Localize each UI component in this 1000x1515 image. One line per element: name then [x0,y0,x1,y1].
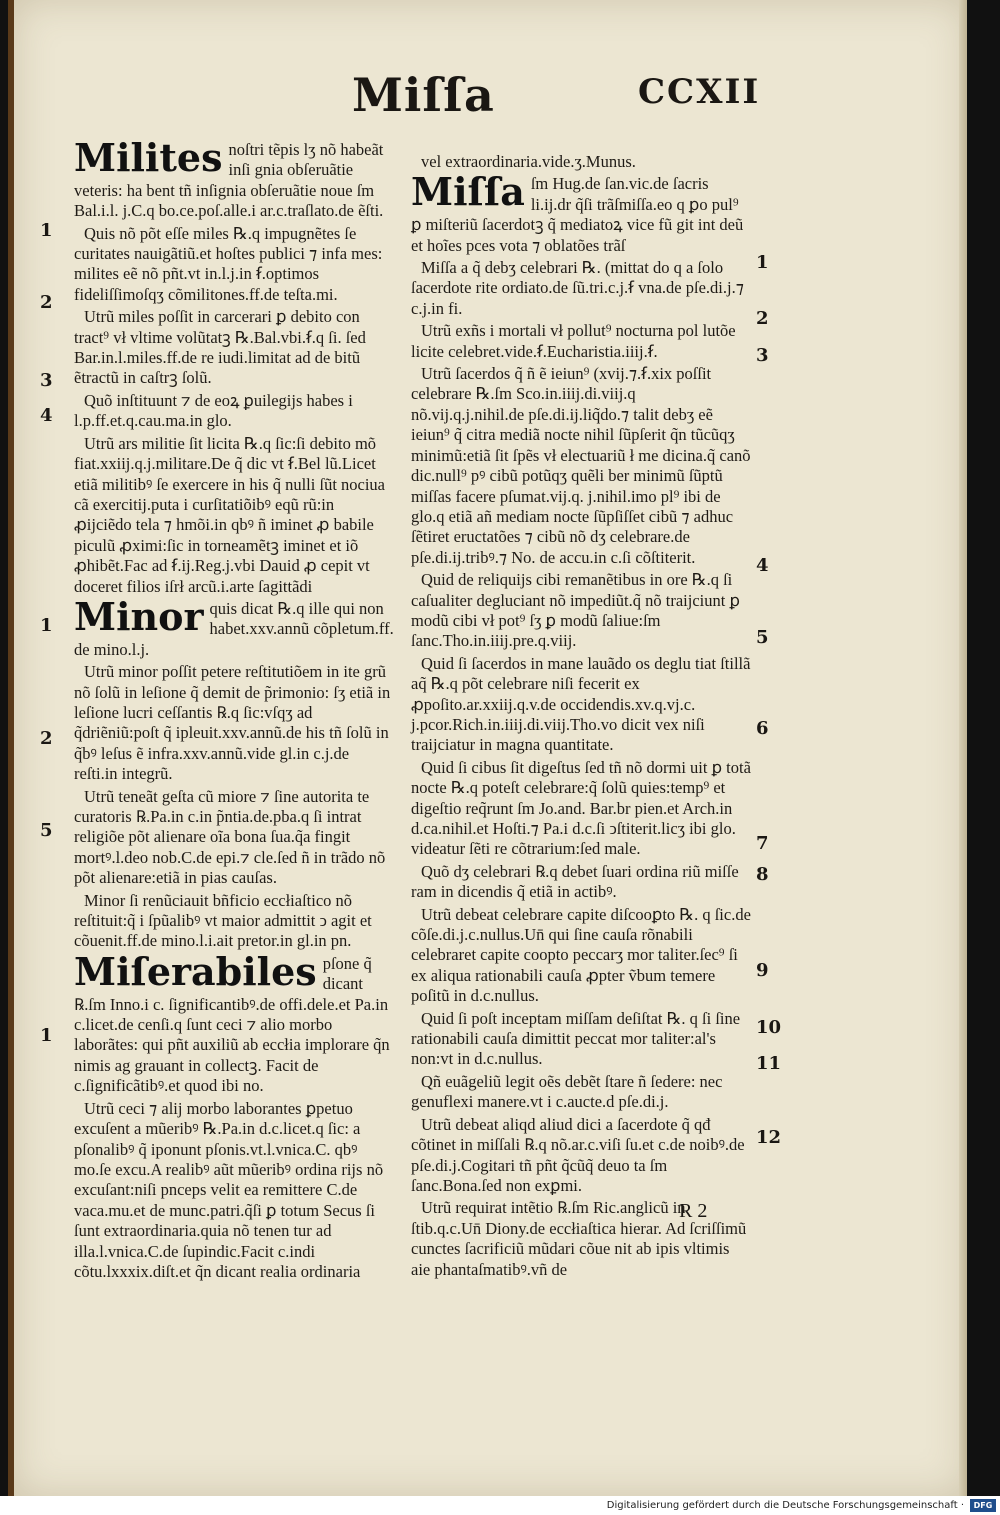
book-page [8,0,967,1496]
left-margin-number: 2 [40,292,53,313]
headword: Minor [74,593,204,639]
footer-credit: Digitalisierung gefördert durch die Deutsche Forschungsgemeinschaft · [606,1500,964,1511]
paragraph-text: Quõ inſtituunt ⁊ de eoꝝ ꝑuilegijs habes i l.p.ff.et.q.cau.ma.in glo. [74,390,353,431]
paragraph-text: pſone q̃ dicant ℞.ſm Inno.i c. ſignificantibꝰ.de offi.dele.et Pa.in c.licet.de cenſi.q ſunt ceci ⁊ alio morbo laborãtes: qui pñt auxiliũ ab eccłia implorare q̃n nimis ag grauant in collectꝫ. Facit de c.ſignificãtibꝰ.et quod ibi no. [74,953,390,1096]
paragraph-text: Utrũ exñs i mortali vł pollut⁹ nocturna pol lutõe licite celebret.vide.ẜ.Eucharistia.iiij.ẜ. [411,321,736,361]
text-entry [411,905,751,1007]
text-entry [74,391,394,432]
paragraph-text: Quõ dʒ celebrari ℞.q debet ſuari ordina riũ miſſe ram in dicendis q̃ etiã in actibꝰ. [411,861,739,902]
text-entry [74,224,394,306]
text-entry [74,434,394,597]
right-margin-number: 5 [756,627,769,648]
paragraph-text: Utrũ minor poſſit petere reſtitutiõem in ite grũ nõ ſolũ in leſione q̃ demit de p̃rimonio: ſʒ etiã in leſione lucri ceſſantis ℞.q ſic:vſqʒ ad q̃driẽniũ:poſt q̃ ipleuit.xxv.annũ.de his tñ ſolũ in q̃bꝰ leſus ẽ infra.xxv.annũ.vide gl.in c.j.de reſti.in integrũ. [74,662,391,784]
right-margin-number: 4 [756,555,769,576]
text-entry [74,948,394,1097]
right-margin-number: 9 [756,960,769,981]
text-entry [411,758,751,860]
text-entry [411,169,751,256]
text-entry [411,364,751,568]
text-entry [411,654,751,756]
footer-bar [0,1496,1000,1515]
dfg-logo: DFG [970,1499,996,1512]
headword: Milites [74,135,223,180]
paragraph-text: vel extraordinaria.vide.ʒ.Munus. [421,152,636,171]
paragraph-text: Quid ſi ſacerdos in mane lauãdo os deglu tiat ſtillã aq̃ ℞.q põt celebrare niſi fecerit ex ꝓpoſito.ar.xxiij.q.v.de occidendis.xv.q.vj.c. j.pcor.Rich.in.iiij.di.viij.Tho.vo dicit vex niſi traijciatur in magna quantitate. [411,653,751,755]
right-margin-number: 10 [756,1017,782,1038]
paragraph-text: Utrũ teneãt geſta cũ miore ⁊ ſine autorita te curatoris ℞.Pa.in c.in p̃ntia.de.pba.q ſi intrat religiõe põt alienare oĩa bona ſua.q̃a fingit mortꝰ.l.deo nob.C.de epi.⁊ cle.ſed ñ in trãdo nõ põt alienare:etiã in pias cauſas. [74,786,386,888]
left-margin-number: 2 [40,728,53,749]
text-entry [411,1009,751,1070]
paragraph-text: Utrũ ceci ⁊ alij morbo laborantes ꝑpetuo excuſent a mũeribꝰ ℞.Pa.in d.c.licet.q ſic: a pſonalibꝰ q̃ iponunt pſonis.vt.l.vnica.C. qbꝰ mo.ſe excu.A realibꝰ aũt mũeribꝰ ordina rijs nõ excuſant:niſi pnceps velit ea remittere C.de vaca.mu.et de munc.patri.q̃ſi ꝑ totum Secus ſi ſunt extraordinaria.quia nõ tenen tur ad illa.l.vnica.C.de ſupindic.Facit c.indi cõtu.lxxxix.diſt.et q̃n dicant realia ordinaria [74,1098,384,1281]
paragraph-text: Quid de reliquijs cibi remanẽtibus in ore ℞.q ſi caſualiter degluciant nõ impediũt.q̃ nõ traijciunt ꝑ modũ cibi vł pot⁹ ſʒ ꝑ modũ ſaliue:ſm ſanc.Tho.in.iiij.pre.q.viij. [411,570,740,651]
text-entry [74,891,394,952]
text-entry [411,862,751,903]
paragraph-text: quis dicat ℞.q ille qui non habet.xxv.annũ cõpletum.ff. de mino.l.j. [74,598,394,659]
catchword: R 2 [679,1200,708,1222]
paragraph-text: Quid ſi poſt inceptam miſſam deſiſtat ℞. q ſi ſine rationabili cauſa dimittit peccat mor taliter:al's non:vt in d.c.nullus. [411,1008,741,1069]
text-entry [411,152,751,172]
text-entry [411,570,751,652]
paragraph-text: Utrũ debeat celebrare capite diſcooꝑto ℞. q ſic.de cõſe.di.j.c.nullus.Un̄ qui ſine cauſa rõnabili celebraret capite coopto peccarʒ mor taliter.ſec⁹ ſi ex aliqua rationabili cauſa ꝓpter ṽbum temere poſitũ in d.c.nullus. [411,904,751,1006]
paragraph-text: noſtri tẽpis lʒ nõ habeãt inſi gnia obſeruãtie veteris: ha bent tñ inſignia obſeruãtie noue ſm Bal.i.l. j.C.q bo.ce.poſ.alle.i ar.c.traſlato.de ẽſti. [74,140,384,221]
right-margin-number: 11 [756,1053,782,1074]
left-margin-number: 5 [40,820,53,841]
paragraph-text: Quis nõ põt eſſe miles ℞.q impugnẽtes ſe curitates nauigãtiũ.et hoſtes publici ⁊ infa mes: milites eẽ nõ pñt.vt in.l.j.in ẜ.optimos fideliſſimoſqʒ cõmilitones.ff.de teſta.mi. [74,223,383,304]
paragraph-text: Utrũ miles poſſit in carcerari ꝑ debito con tract⁹ vł vltime volũtatꝫ ℞.Bal.vbi.ẜ.q ſi. ſed Bar.in.l.miles.ff.de re iudi.limitat ad de bitũ ẽtractũ in caſtrꝫ ſolũ. [74,307,366,388]
text-entry [74,135,394,222]
left-margin-number: 1 [40,615,53,636]
right-margin-number: 3 [756,345,769,366]
left-column [74,135,394,1284]
left-margin-number: 1 [40,220,53,241]
text-entry [74,307,394,389]
folio-number: CCXII [638,72,761,112]
running-head-title: Miſſa [352,68,495,122]
text-entry [74,1099,394,1283]
left-margin-number: 1 [40,1025,53,1046]
right-margin-number: 12 [756,1127,782,1148]
text-entry [74,593,394,660]
left-margin-number: 3 [40,370,53,391]
right-column [411,152,751,1282]
right-margin-number: 7 [756,833,769,854]
text-entry [74,662,394,784]
paragraph-text: Utrũ debeat aliqd aliud dici a ſacerdote q̃ qđ cõtinet in miſſali ℞.q nõ.ar.c.viſi ſu.et c.de noibꝰ.de pſe.di.j.Cogitari tñ pñt q̃cũq̃ deuo ta ſm ſanc.Bona.ſed non exꝑmi. [411,1114,745,1195]
right-margin-number: 8 [756,864,769,885]
text-entry [411,321,751,362]
left-margin-number: 4 [40,405,53,426]
page-edge [959,0,967,1496]
right-margin-number: 6 [756,718,769,739]
text-entry [411,1115,751,1197]
paragraph-text: Quid ſi cibus ſit digeſtus ſed tñ nõ dormi uit ꝑ totã nocte ℞.q poteſt celebrare:q̃ ſolũ quies:temp⁹ et digeſtio req̃runt ſm Jo.and. Bar.br pien.et Arch.in d.ca.nihil.et Hoſti.⁊ Pa.i d.c.ſi ↄſtiterit.licʒ ibi glo. videatur ſẽti re cõtrarium:ſed male. [411,757,751,859]
right-margin-number: 1 [756,252,769,273]
text-entry [74,787,394,889]
paragraph-text: ſm Hug.de ſan.vic.de ſacris li.ij.dr q̃ſi trãſmiſſa.eo q ꝑo pul⁹ ꝑ miſteriũ ſacerdotꝫ q̃ mediatoꝝ vice fũ git int deũ et hoĩes pces vota ⁊ oblatões trãſ [411,174,744,255]
paragraph-text: Utrũ ſacerdos q̃ ñ ẽ ieiun⁹ (xvij.⁊.ẜ.xix poſſit celebrare ℞.ſm Sco.in.iiij.di.viij.q nõ.vij.q.j.nihil.de pſe.di.ij.liq̃do.⁊ talit debʒ eẽ ieiun⁹ q̃ citra mediã nocte nihil ſũpſerit q̃n tũcũqʒ minimũ:etiã ſit ſpẽs vł electuariũ ł me dicina.q̃ canõ dic.null⁹ pꝰ cibũ potũqʒ quẽli ber minimũ ſũptũ miſſas facere pſumat.vij.q. j.nihil.imo pl⁹ ibi de glo.q etiã añ mediam nocte ſũpſiſſet cibũ ⁊ adhuc ſẽtiret eructatões ⁊ cibũ nõ dʒ celebrare.de pſe.di.ij.tribꝰ.⁊ No. de accu.in c.ſi cõſtiterit. [411,364,751,567]
paragraph-text: Miſſa a q̃ debʒ celebrari ℞. (mittat do q a ſolo ſacerdote rite ordiato.de ſũ.tri.c.j.ẜ vna.de pſe.di.j.⁊ c.j.in fi. [411,258,744,318]
text-entry [411,1072,751,1113]
paragraph-text: Minor ſi renũciauit bñficio eccłiaſtico nõ reſtituit:q̃ i ſpũalibꝰ vt maior admittit ↄ agit et cõuenit.ff.de mino.l.i.ait pretor.in gl.in pn. [74,890,372,951]
paragraph-text: Qñ euãgeliũ legit oẽs debẽt ſtare ñ ſedere: nec genuflexi manere.vt i c.aucte.d pſe.di.j. [411,1071,723,1112]
headword: Miſſa [411,169,525,215]
text-entry [411,258,751,319]
paragraph-text: Utrũ requirat intẽtio ℞.ſm Ric.anglicũ in ſtib.q.c.Un̄ Diony.de eccłiaſtica hierar. Ad ſcriſſimũ cunctes ſacrificiũ mũdari cõue nit ab ipis vltimis aie phantaſmatibꝰ.vñ de [411,1198,747,1279]
paragraph-text: Utrũ ars militie ſit licita ℞.q ſic:ſi debito mõ fiat.xxiij.q.j.militare.De q̃ dic vt ẜ.Bel lũ.Licet etiã militibꝰ ſe exercere in his q̃ nulli ſũt nociua cã exercitij.puta i curſitatiõibꝰ eqũ rũ:in ꝓijciẽdo tela ⁊ hmõi.in qbꝰ ñ iminet ꝓ babile piculũ ꝓximi:ſic in torneamẽtꝫ iminet et iõ ꝓhibẽt.Fac ad ẜ.ij.Reg.j.vbi Dauid ꝓ cepit vt doceret filios iſrł arcũ.i.arte ſagittãdi [74,433,386,596]
headword: Miſerabiles [74,948,317,994]
right-margin-number: 2 [756,308,769,329]
